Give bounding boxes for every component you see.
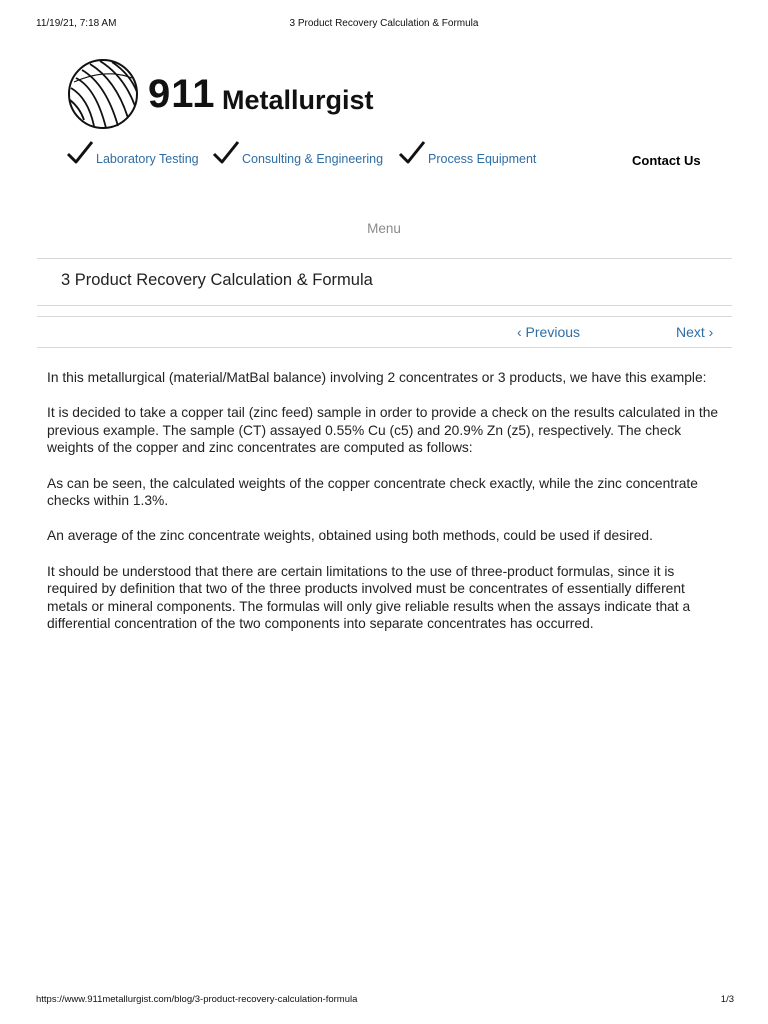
nav-item-process-equipment[interactable]	[398, 140, 548, 172]
checkmark-icon	[398, 140, 426, 166]
nav-item-label: Consulting & Engineering	[242, 152, 384, 166]
menu-button[interactable]: Menu	[367, 221, 401, 236]
ball-of-wire-logo-icon	[66, 58, 142, 134]
nav-item-consulting-engineering[interactable]	[212, 140, 397, 172]
paragraph: As can be seen, the calculated weights of the copper concentrate check exactly, while the zinc concentrate checks within 1.3%.	[47, 475, 698, 509]
print-timestamp: 11/19/21, 7:18 AM	[36, 18, 117, 29]
nav-item-laboratory-testing[interactable]	[66, 140, 211, 172]
top-navigation	[66, 140, 706, 176]
paragraph: An average of the zinc concentrate weights, obtained using both methods, could be used if desired.	[47, 528, 653, 544]
divider	[37, 258, 732, 259]
print-page-title: 3 Product Recovery Calculation & Formula	[289, 18, 479, 29]
checkmark-icon	[212, 140, 240, 166]
divider	[37, 347, 732, 348]
next-post-link[interactable]: Next ›	[676, 324, 714, 340]
checkmark-icon	[66, 140, 94, 166]
paragraph: In this metallurgical (material/MatBal balance) involving 2 concentrates or 3 products, we have this example:	[47, 370, 707, 385]
nav-item-label: Process Equipment	[428, 152, 537, 166]
previous-post-link[interactable]: ‹ Previous	[517, 324, 581, 340]
article-body	[47, 369, 727, 650]
divider	[37, 316, 732, 317]
logo-number: 911	[148, 72, 216, 116]
site-logo[interactable]	[66, 58, 386, 130]
article-title: 3 Product Recovery Calculation & Formula	[61, 271, 373, 289]
print-url: https://www.911metallurgist.com/blog/3-product-recovery-calculation-formula	[36, 994, 358, 1005]
print-header	[36, 18, 732, 32]
print-page-number: 1/3	[720, 994, 734, 1005]
logo-wordmark: Metallurgist	[222, 85, 374, 115]
divider	[37, 305, 732, 306]
contact-us-link[interactable]: Contact Us	[632, 153, 701, 168]
paragraph: It is decided to take a copper tail (zinc feed) sample in order to provide a check on the results calculated in the previous example. The sample (CT) assayed 0.55% Cu (c5) and 20.9% Zn (z5), respectively. The check weights of the copper and zinc concentrates are computed as follows:	[47, 405, 719, 456]
nav-item-label: Laboratory Testing	[96, 152, 199, 166]
paragraph: It should be understood that there are certain limitations to the use of three-product formulas, since it is required by definition that two of the three products involved must be concentrates of essentially different metals or mineral components. The formulas will only give reliable results when the assays indicate that a differential concentration of the two components into separate concentrates has occurred.	[47, 563, 691, 632]
